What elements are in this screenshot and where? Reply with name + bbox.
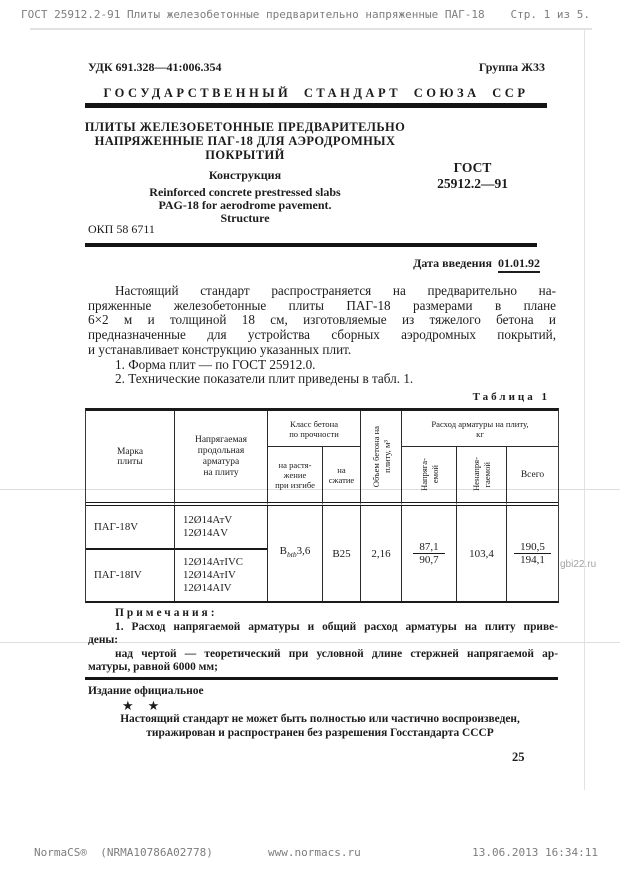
document-title-en: Reinforced concrete prestressed slabs PAG-18 for aerodrome pavement. Structure <box>149 185 341 225</box>
cell-nonprestressed-consumption: 103,4 <box>456 506 506 601</box>
gost-number-block <box>405 160 540 192</box>
col-header-armature: Напрягаемая продольная арматура на плиту <box>174 411 267 506</box>
viewer-header-title: ГОСТ 25912.2-91 Плиты железобетонные предварительно напряженные ПАГ-18 <box>21 8 485 21</box>
notes-block: Примечания: 1. Расход напрягаемой арматуры и общий расход арматуры на плиту приве- дены: над чертой — теоретический при условной длине стержней напрягаемой ар- матуры, равной 6000 мм; <box>88 607 558 674</box>
introduction-date <box>85 256 540 271</box>
cell-total-consumption: $\frac{190,5}{194,1}$ <box>506 506 558 601</box>
watermark-text: gbi22.ru <box>560 559 597 570</box>
cell-volume: 2,16 <box>360 506 401 601</box>
col-header-tension: на растя- жение при изгибе <box>267 447 322 506</box>
table-col-marka <box>86 506 174 601</box>
col-group-concrete-class: Класс бетона по прочности <box>267 411 360 447</box>
page-right-border <box>584 28 585 790</box>
date-label: Дата введения <box>413 256 492 270</box>
cell-concrete-tension: $B_{btb}3,6$ <box>267 506 322 601</box>
table-row-marka: ПАГ-18IV <box>94 569 142 582</box>
document-subtitle: Конструкция <box>208 168 282 182</box>
edition-note: Издание официальное <box>88 685 204 697</box>
col-header-marka: Марка плиты <box>86 411 174 506</box>
footer-brand: NormaCS® (NRMA10786A02778) <box>34 846 213 859</box>
state-standard-heading: ГОСУДАРСТВЕННЫЙ СТАНДАРТ СОЮЗА ССР <box>103 86 529 100</box>
table-caption: Таблица 1 <box>472 391 550 403</box>
stars-ornament: ★★ <box>122 698 174 713</box>
cell-concrete-compression: B25 <box>322 506 360 601</box>
col-header-nonprestressed: Ненапря- гаемой <box>456 447 506 506</box>
col-header-prestressed: Напряга- емой <box>401 447 456 506</box>
page-number: 25 <box>512 750 525 764</box>
page-top-border <box>30 28 592 30</box>
section-rule <box>85 243 537 247</box>
date-value: 01.01.92 <box>498 256 540 273</box>
col-header-total: Всего <box>506 447 558 506</box>
udk-row <box>88 60 545 75</box>
group-code: Группа Ж33 <box>478 60 545 74</box>
footer-datetime: 13.06.2013 16:34:11 <box>472 846 598 859</box>
okp-code: ОКП 58 6711 <box>88 222 155 236</box>
footer-url: www.normacs.ru <box>268 846 361 859</box>
footer-license-id: (NRMA10786A02778) <box>100 846 213 859</box>
viewer-page-indicator: Стр. 1 из 5. <box>510 8 590 21</box>
cell-prestressed-consumption: $\frac{87,1}{90,7}$ <box>401 506 456 601</box>
gost-number: 25912.2—91 <box>437 176 508 191</box>
col-header-compression: на сжатие <box>322 447 360 506</box>
table-col-armature: 12Ø14АтV 12Ø14АV 12Ø14АтIVC 12Ø14АтIV 12Ø14АIV <box>174 506 267 601</box>
notes-title: Примечания: <box>115 607 218 619</box>
technical-parameters-table <box>85 408 559 603</box>
gost-label: ГОСТ <box>453 160 492 175</box>
table-row-marka: ПАГ-18V <box>94 520 139 533</box>
footer-rule <box>85 677 558 680</box>
col-group-armature-consumption: Расход арматуры на плиту, кг <box>401 411 558 447</box>
udk-code: УДК 691.328—41:006.354 <box>88 60 222 74</box>
document-title-ru: ПЛИТЫ ЖЕЛЕЗОБЕТОННЫЕ ПРЕДВАРИТЕЛЬНО НАПРЯЖЕННЫЕ ПАГ-18 ДЛЯ АЭРОДРОМНЫХ ПОКРЫТИЙ <box>84 120 406 162</box>
body-paragraph: Настоящий стандарт распространяется на предварительно на- пряженные железобетонные плиты ПАГ-18 размерами в плане 6×2 м и толщиной 18 см, изготовляемые из тяжелого бетона и предназначенные для устройства сборных аэродромных покрытий, и устанавливает конструкцию указанных плит. 1. Форма плит — по ГОСТ 25912.0. 2. Технические показатели плит приведены в табл. 1. <box>88 283 556 387</box>
heading-rule <box>85 103 547 108</box>
copyright-disclaimer: Настоящий стандарт не может быть полностью или частично воспроизведен, тиражирован и распространен без разрешения Госстандарта СССР <box>120 713 520 739</box>
col-header-volume: Объем бетона на плиту, м³ <box>360 411 401 506</box>
